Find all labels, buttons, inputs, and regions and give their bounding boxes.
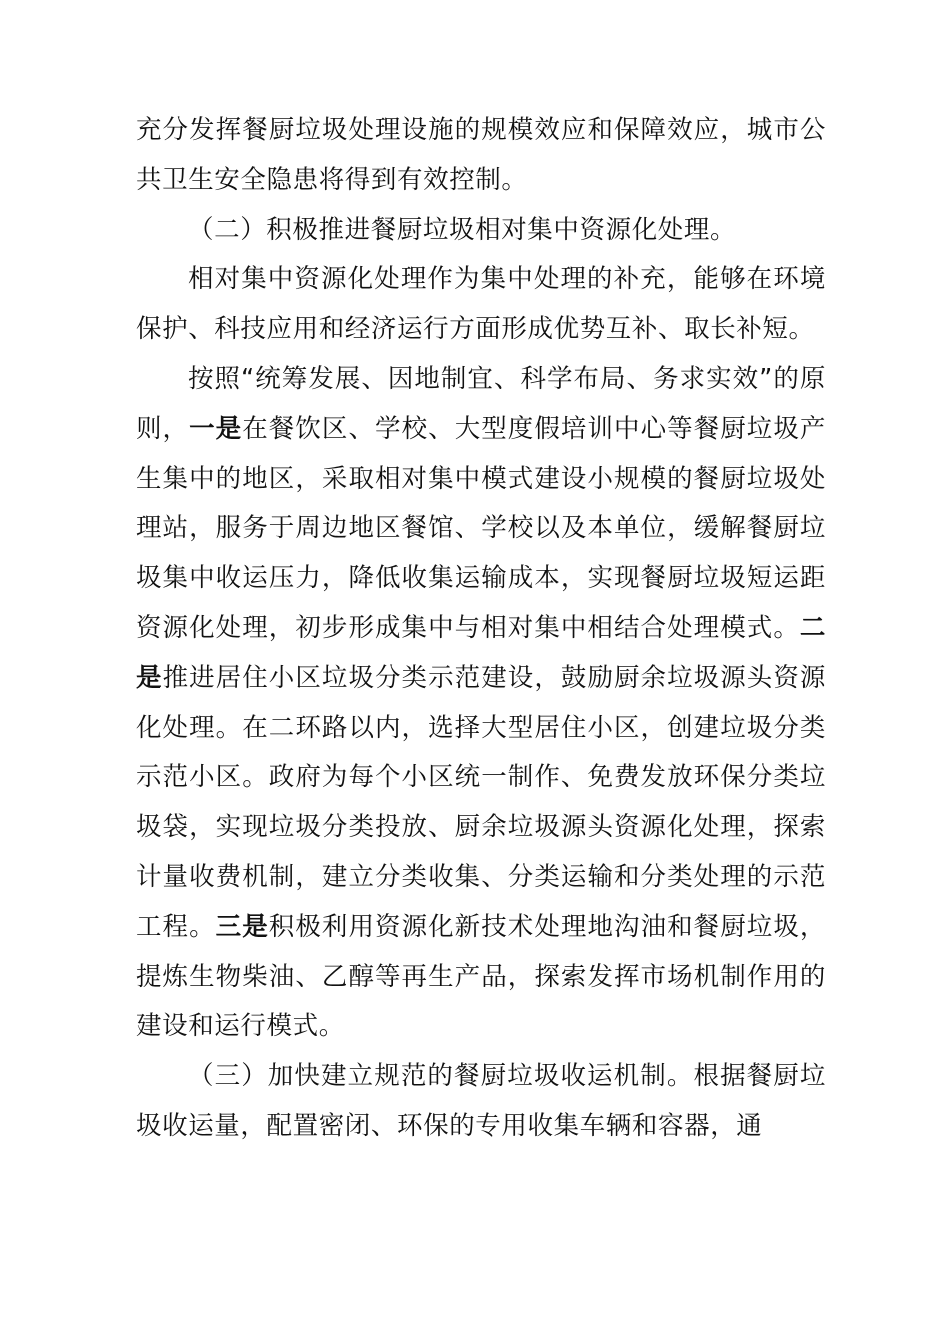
paragraph-principles [136,355,826,1052]
principles-intro: 按照“统筹发展、因地制宜、科学布局、务求实效”的原则， [136,363,826,444]
section-heading-3: （三）加快建立规范的餐厨垃圾收运机制。 [188,1061,694,1092]
paragraph-relative-centralized: 相对集中资源化处理作为集中处理的补充，能够在环境保护、科技应用和经济运行方面形成优势互补、取长补短。 [136,264,826,345]
collection-text: 根据餐厨垃圾收运量，配置密闭、环保的专用收集车辆和容器，通 [136,1061,826,1141]
paragraph-continuation: 充分发挥餐厨垃圾处理设施的规模效应和保障效应，城市公共卫生安全隐患将得到有效控制。 [136,115,826,195]
document-body [136,106,826,1152]
paragraph-collection-mechanism [136,1052,826,1152]
point-three-text: 积极利用资源化新技术处理地沟油和餐厨垃圾，提炼生物柴油、乙醇等再生产品，探索发挥市场机制作用的建设和运行模式。 [136,911,826,1042]
section-heading-2: （二）积极推进餐厨垃圾相对集中资源化处理。 [188,214,737,245]
point-one-text: 在餐饮区、学校、大型度假培训中心等餐厨垃圾产生集中的地区，采取相对集中模式建设小规模的餐厨垃圾处理站，服务于周边地区餐馆、学校以及本单位，缓解餐厨垃圾集中收运压力，降低收集运输成本，实现餐厨垃圾短运距资源化处理，初步形成集中与相对集中相结合处理模式。 [136,413,827,643]
point-one-label: 一是 [189,413,243,444]
point-two-text: 推进居住小区垃圾分类示范建设，鼓励厨余垃圾源头资源化处理。在二环路以内，选择大型居住小区，创建垃圾分类示范小区。政府为每个小区统一制作、免费发放环保分类垃圾袋，实现垃圾分类投放、厨余垃圾源头资源化处理，探索计量收费机制，建立分类收集、分类运输和分类处理的示范工程。 [136,662,826,942]
point-three-label: 三是 [215,911,269,942]
point-two-label: 二是 [136,612,826,693]
